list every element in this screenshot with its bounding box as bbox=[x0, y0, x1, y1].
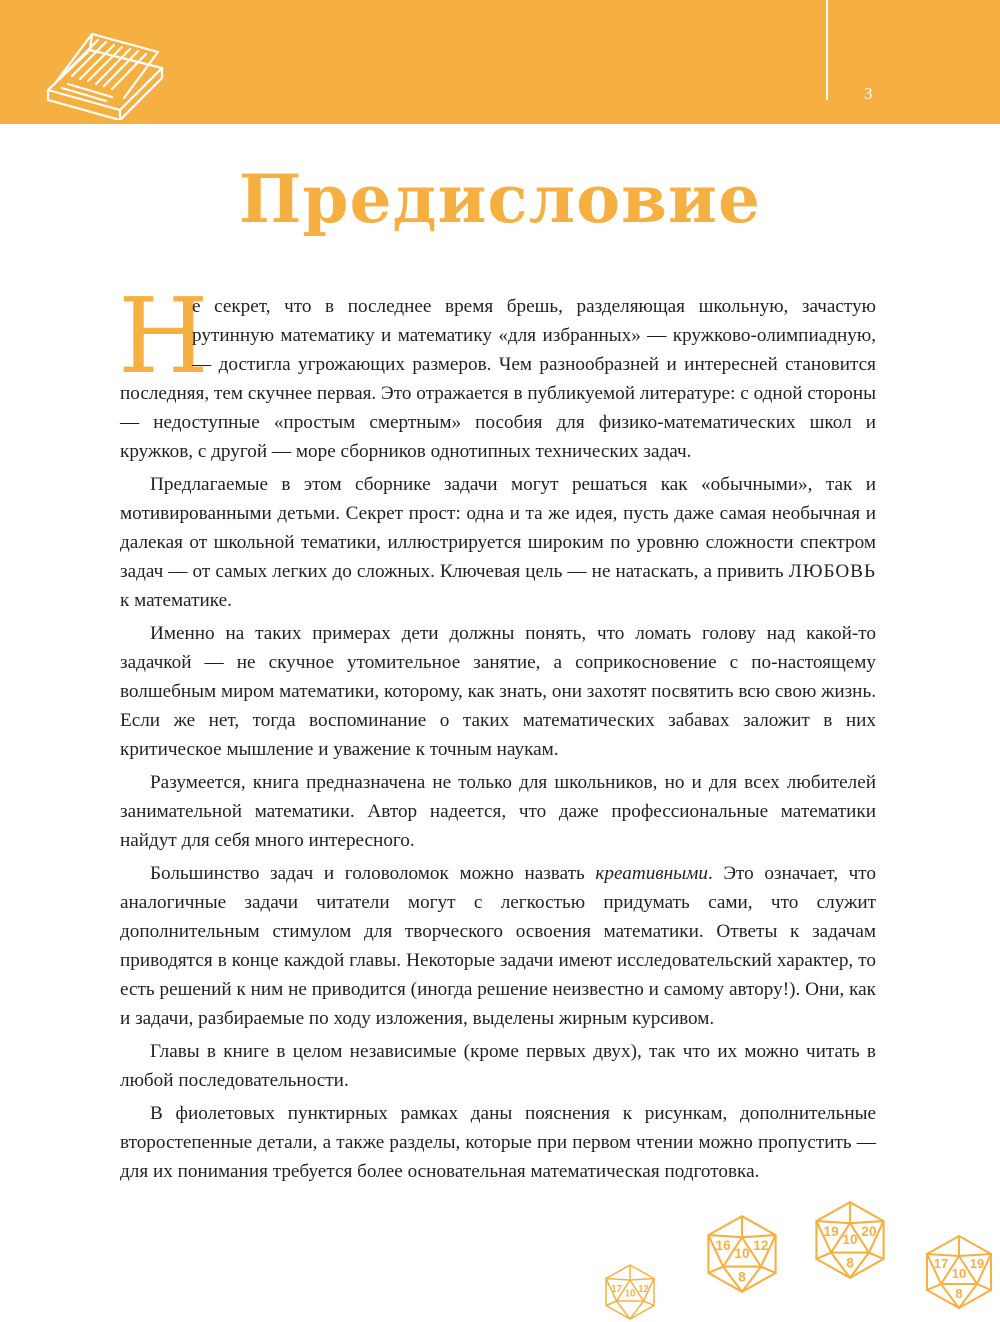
page-title: Предисловие bbox=[239, 160, 761, 238]
header-divider bbox=[826, 0, 828, 100]
paragraph-5 bbox=[120, 859, 876, 1033]
die-4-face-d: 8 bbox=[955, 1286, 963, 1301]
die-2-face-d: 12 bbox=[753, 1237, 769, 1253]
d20-dice-icon bbox=[918, 1232, 1000, 1312]
paragraph-6: Главы в книге в целом независимые (кроме первых двух), так что их можно читать в любой последовательности. bbox=[120, 1041, 876, 1091]
paragraph-5-end: . Это означает, что аналогичные задачи читатели могут с легкостью придумать сами, что служит дополнительным стимулом для творческого освоения математики. Ответы к задачам приводятся в конце каждой главы. Некоторые задачи имеют исследовательский характер, то есть решений к ним не приводится (иногда решение неизвестно и самому автору!). Они, как и задачи, разбираемые по ходу изложения, выделены жирным курсивом. bbox=[120, 863, 876, 1029]
paragraph-1 bbox=[118, 275, 876, 466]
die-3-face-a: 19 bbox=[823, 1223, 839, 1239]
die-2-face-b: 16 bbox=[715, 1237, 731, 1253]
paragraph-7: В фиолетовых пунктирных рамках даны пояснения к рисункам, дополнительные второстепенные детали, а также разделы, которые при первом чтении можно пропустить — для их понимания требуется более основательная математическая подготовка. bbox=[120, 1103, 876, 1182]
paragraph-1-text: е секрет, что в последнее время брешь, разделяющая школьную, зачастую рутинную математику и математику «для избранных» — кружково-олимпиадную, — достигла угрожающих размеров. Чем разнообразней и интересней становится последняя, тем скучнее первая. Это отражается в публикуемой литературе: с одной стороны — недоступные «простым смертным» пособия для физико-математических школ и кружков, с другой — море сборников однотипных технических задач. bbox=[120, 296, 876, 462]
paragraph-2-end: к математике. bbox=[120, 590, 232, 611]
paragraph-2-text: Предлагаемые в этом сборнике задачи могут решаться как «обычными», так и мотивированными детьми. Секрет прост: одна и та же идея, пусть даже самая необычная и далекая от школьной тематики, иллюстрируется широким по уровню сложности спектром задач — от самых легких до сложных. Ключевая цель — не натаскать, а привить bbox=[120, 474, 876, 582]
paragraph-2 bbox=[120, 470, 876, 615]
body-text bbox=[118, 275, 876, 1190]
d20-dice-icon bbox=[700, 1212, 784, 1296]
die-3-face-c: 8 bbox=[846, 1255, 854, 1271]
paragraph-4: Разумеется, книга предназначена не только для школьников, но и для всех любителей занимательной математики. Автор надеется, что даже профессиональные математики найдут для себя много интересного. bbox=[120, 772, 876, 851]
matchbox-icon bbox=[42, 28, 166, 120]
die-1-face-b: 10 bbox=[624, 1288, 636, 1300]
page-number: 3 bbox=[864, 84, 873, 103]
d20-dice-icon bbox=[808, 1198, 892, 1282]
die-1-face-c: 12 bbox=[638, 1284, 649, 1295]
die-4-face-a: 17 bbox=[933, 1256, 949, 1271]
header-band bbox=[0, 0, 1000, 124]
die-4-face-c: 10 bbox=[951, 1266, 967, 1281]
paragraph-5-italic: креативными bbox=[595, 863, 708, 884]
paragraph-3: Именно на таких примерах дети должны понять, что ломать голову над какой-то задачкой — не скучное утомительное занятие, а соприкосновение с по-настоящему волшебным миром математики, которому, как знать, они захотят посвятить всю свою жизнь. Если же нет, тогда воспоминание о таких математических забавах заложит в них критическое мышление и уважение к точным наукам. bbox=[120, 623, 876, 760]
drop-cap: Н bbox=[118, 275, 209, 397]
paragraph-2-emphasis: ЛЮБОВЬ bbox=[788, 561, 876, 582]
die-2-face-c: 8 bbox=[738, 1269, 746, 1285]
die-3-face-b: 10 bbox=[842, 1232, 858, 1248]
die-1-face-a: 17 bbox=[611, 1284, 622, 1295]
paragraph-5-text: Большинство задач и головоломок можно назвать bbox=[150, 863, 585, 884]
d20-dice-icon bbox=[590, 1262, 670, 1322]
die-4-face-b: 19 bbox=[969, 1256, 985, 1271]
die-3-face-d: 20 bbox=[861, 1223, 877, 1239]
die-2-face-a: 10 bbox=[734, 1246, 750, 1262]
